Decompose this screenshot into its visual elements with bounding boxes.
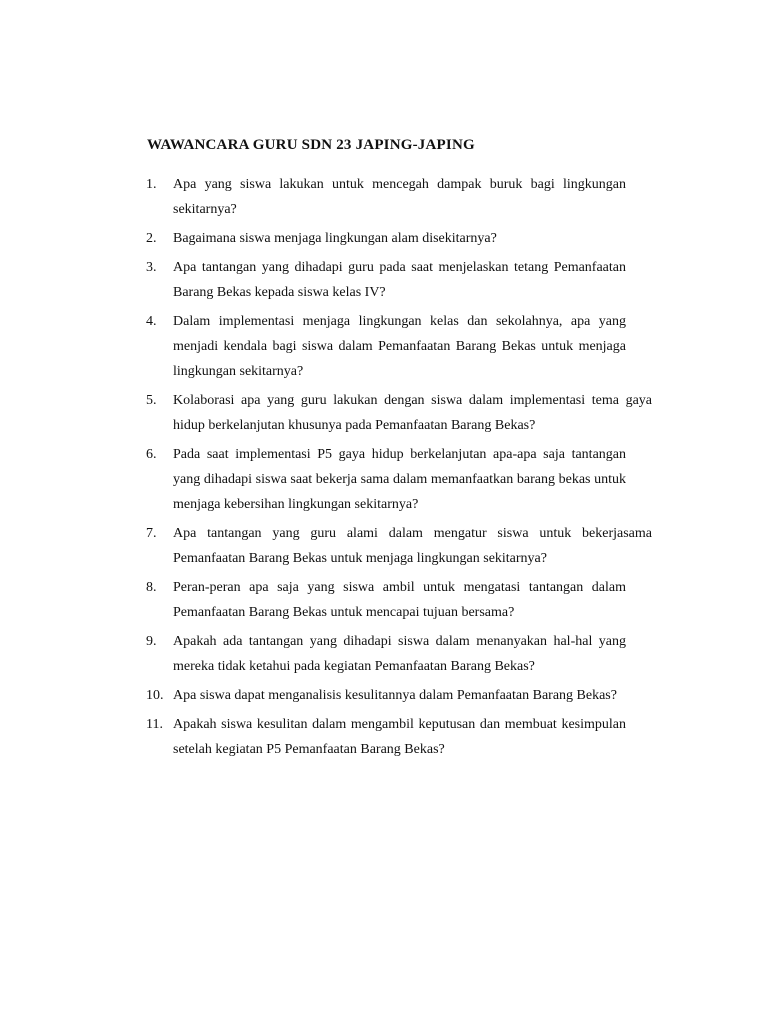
- question-number: 5.: [146, 393, 157, 408]
- question-number: 10.: [146, 688, 164, 703]
- question-item: [146, 388, 652, 438]
- question-text: Bagaimana siswa menjaga lingkungan alam disekitarnya?: [173, 231, 497, 246]
- document-title: WAWANCARA GURU SDN 23 JAPING-JAPING: [147, 137, 475, 153]
- question-number: 1.: [146, 177, 157, 192]
- question-item: [146, 521, 652, 571]
- question-number: 7.: [146, 526, 157, 541]
- question-text: Dalam implementasi menjaga lingkungan kelas dan sekolahnya, apa yang menjadi kendala bagi siswa dalam Pemanfaatan Barang Bekas untuk menjaga lingkungan sekitarnya?: [173, 314, 626, 379]
- question-number: 2.: [146, 231, 157, 246]
- question-text: Kolaborasi apa yang guru lakukan dengan siswa dalam implementasi tema gaya hidup berkelanjutan khusunya pada Pemanfaatan Barang Bekas?: [173, 393, 652, 433]
- question-text: Apa yang siswa lakukan untuk mencegah dampak buruk bagi lingkungan sekitarnya?: [173, 177, 626, 217]
- question-item: [146, 712, 626, 762]
- question-number: 6.: [146, 447, 157, 462]
- question-item: [146, 309, 626, 384]
- question-text: Apakah siswa kesulitan dalam mengambil keputusan dan membuat kesimpulan setelah kegiatan P5 Pemanfaatan Barang Bekas?: [173, 717, 626, 757]
- question-text: Apa tantangan yang guru alami dalam mengatur siswa untuk bekerjasama Pemanfaatan Barang Bekas untuk menjaga lingkungan sekitarnya?: [173, 526, 652, 566]
- question-number: 11.: [146, 717, 163, 732]
- question-number: 9.: [146, 634, 157, 649]
- question-item: [146, 683, 626, 708]
- question-item: [146, 629, 626, 679]
- question-item: [146, 226, 626, 251]
- question-number: 3.: [146, 260, 157, 275]
- question-number: 4.: [146, 314, 157, 329]
- question-text: Apa tantangan yang dihadapi guru pada saat menjelaskan tetang Pemanfaatan Barang Bekas kepada siswa kelas IV?: [173, 260, 626, 300]
- question-text: Apakah ada tantangan yang dihadapi siswa dalam menanyakan hal-hal yang mereka tidak ketahui pada kegiatan Pemanfaatan Barang Bekas?: [173, 634, 626, 674]
- question-text: Pada saat implementasi P5 gaya hidup berkelanjutan apa-apa saja tantangan yang dihadapi siswa saat bekerja sama dalam memanfaatkan barang bekas untuk menjaga kebersihan lingkungan sekitarnya?: [173, 447, 626, 512]
- question-item: [146, 442, 626, 517]
- question-text: Apa siswa dapat menganalisis kesulitannya dalam Pemanfaatan Barang Bekas?: [173, 688, 617, 703]
- question-text: Peran-peran apa saja yang siswa ambil untuk mengatasi tantangan dalam Pemanfaatan Barang Bekas untuk mencapai tujuan bersama?: [173, 580, 626, 620]
- question-item: [146, 575, 626, 625]
- question-item: [146, 172, 626, 222]
- question-list: [146, 172, 652, 766]
- question-number: 8.: [146, 580, 157, 595]
- question-item: [146, 255, 626, 305]
